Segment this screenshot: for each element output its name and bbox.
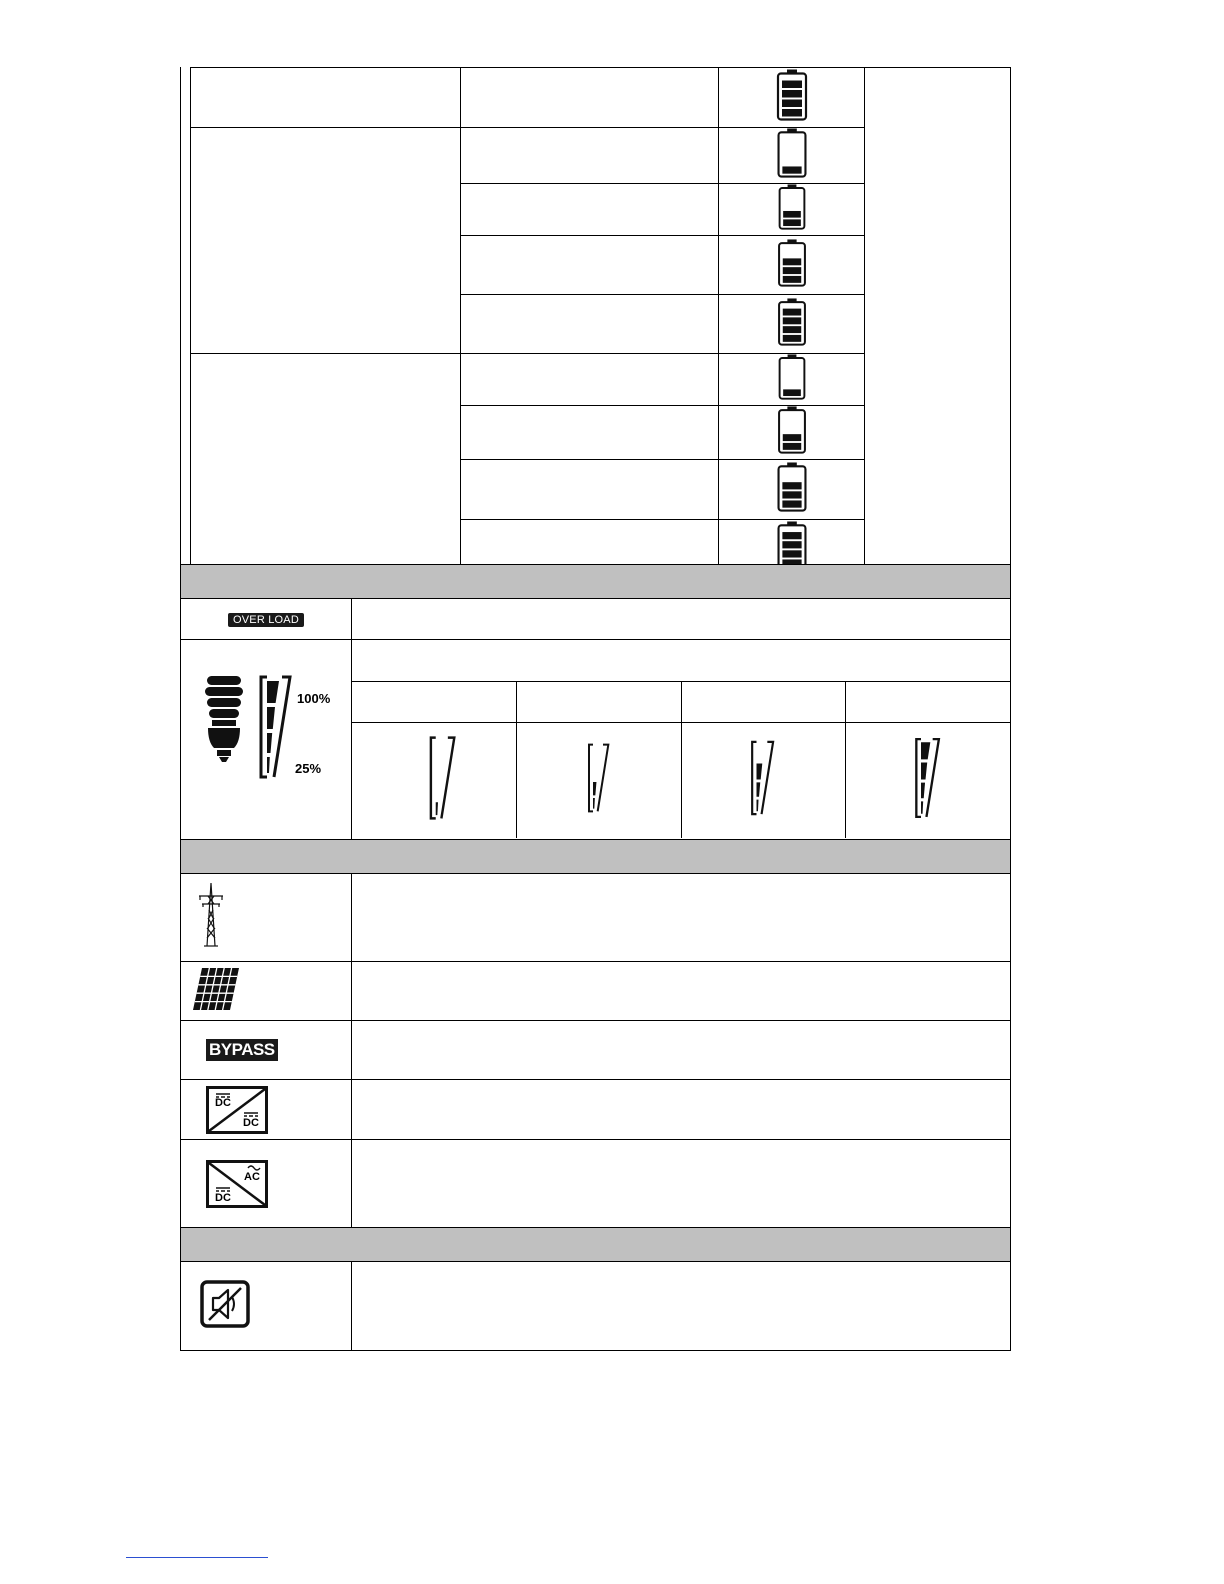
battery-segment [783,275,801,282]
section-band-alarm [181,1228,1011,1262]
table-cell [719,128,865,184]
battery-segment [783,443,801,450]
table-cell [719,354,865,406]
dc-dc-converter-icon [206,1086,268,1134]
battery-segment [783,326,801,333]
table-cell [352,640,1011,840]
table-row [181,1262,1011,1351]
load-level-gauge-icon [587,736,611,820]
table-cell [181,874,352,962]
battery-icon [776,462,808,512]
table-cell [719,68,865,128]
overload-badge: OVER LOAD [228,613,304,627]
table-cell [865,68,1011,578]
battery-segment [782,482,801,489]
battery-segment [782,500,801,507]
load-segment [757,782,761,796]
load-segment [757,799,759,811]
battery-segment [783,267,801,274]
load-segment [921,801,923,813]
table-cell [460,354,719,406]
load-segment [267,757,270,773]
dc-in-label: DC [215,1191,231,1204]
battery-icon [776,406,808,454]
table-cell [460,406,719,460]
footer-link-underline [126,1557,268,1558]
table-cell [352,681,517,722]
battery-icon [776,128,808,178]
section-band-load [181,565,1011,599]
dc-in-label: DC [215,1096,231,1109]
battery-segment [782,491,801,498]
table-cell [352,962,1011,1021]
table-cell [517,681,682,722]
battery-segment [783,434,801,441]
load-segment [921,782,925,798]
load-level-gauge-icon [428,736,458,820]
battery-segment [783,389,801,396]
load-level-subgrid [352,640,1010,838]
table-cell [719,460,865,520]
table-cell [191,128,461,354]
table-row [181,640,1011,840]
bypass-badge: BYPASS [206,1039,278,1061]
table-cell [517,722,682,838]
load-level-gauge-icon [750,736,776,820]
table-cell [352,874,1011,962]
load-segment [267,681,279,703]
table-row [352,681,1010,722]
table-cell [191,68,461,128]
table-cell [352,599,1011,640]
battery-segment [783,334,801,341]
indicator-table [180,564,1011,1351]
table-cell [846,722,1011,838]
table-cell [352,1021,1011,1080]
table-cell [460,295,719,354]
table-cell [460,236,719,295]
table-cell [681,722,846,838]
table-cell [719,236,865,295]
section-band-cell [181,840,1011,874]
table-cell [846,681,1011,722]
battery-segment [782,541,801,548]
battery-segment [783,317,801,324]
table-cell [181,1140,352,1228]
load-segment [436,802,438,815]
load-min-label: 25% [295,761,322,776]
load-segment [267,733,272,753]
power-tower-icon [198,882,224,948]
table-cell [352,1080,1011,1140]
table-cell [352,722,517,838]
load-segment [593,798,595,809]
table-cell [719,184,865,236]
table-cell [460,460,719,520]
battery-segment [782,550,801,557]
battery-segment [782,81,802,89]
table-cell [719,295,865,354]
section-band-source [181,840,1011,874]
section-band-cell [181,565,1011,599]
battery-segment [782,166,801,173]
table-cell [460,184,719,236]
bulb-icon [203,676,245,762]
table-cell [719,406,865,460]
table-cell [681,681,846,722]
table-row [181,874,1011,962]
table-row [181,1080,1011,1140]
battery-segment [783,258,801,265]
ac-label: AC [244,1170,260,1183]
table-cell [181,640,352,840]
load-level-gauge-icon [914,737,942,819]
battery-segment [782,532,801,539]
table-row [181,1021,1011,1080]
table-cell [460,68,719,128]
battery-segment [783,211,801,218]
table-cell [352,640,1010,681]
battery-icon [776,298,808,346]
load-segment [921,742,930,759]
inverter-icon [206,1160,268,1208]
load-segment [757,763,763,779]
battery-table [190,67,1011,578]
table-row [181,1140,1011,1228]
solar-panel-icon [192,967,240,1011]
battery-segment [782,109,802,117]
table-cell [181,1080,352,1140]
dc-out-label: DC [243,1116,259,1129]
table-cell [181,962,352,1021]
table-cell [181,599,352,640]
table-row [181,599,1011,640]
table-cell [352,1140,1011,1228]
table-row [191,68,1011,128]
battery-segment [782,90,802,98]
load-segment [267,707,275,729]
table-cell [191,354,461,578]
table-row [181,962,1011,1021]
table-row [352,640,1010,681]
battery-icon [776,184,808,230]
battery-segment [783,219,801,226]
load-segment [593,782,596,795]
table-cell [181,1262,352,1351]
mute-icon [200,1280,250,1328]
battery-icon [776,354,808,400]
load-level-gauge-icon [258,675,294,779]
section-band-cell [181,1228,1011,1262]
battery-icon [776,69,808,121]
table-cell [352,1262,1011,1351]
battery-icon [776,239,808,287]
battery-segment [783,308,801,315]
table-cell [181,1021,352,1080]
table-row [352,722,1010,838]
load-segment [921,762,927,779]
left-rule [180,67,181,565]
battery-segment [782,100,802,108]
load-max-label: 100% [297,691,331,706]
table-cell [460,128,719,184]
